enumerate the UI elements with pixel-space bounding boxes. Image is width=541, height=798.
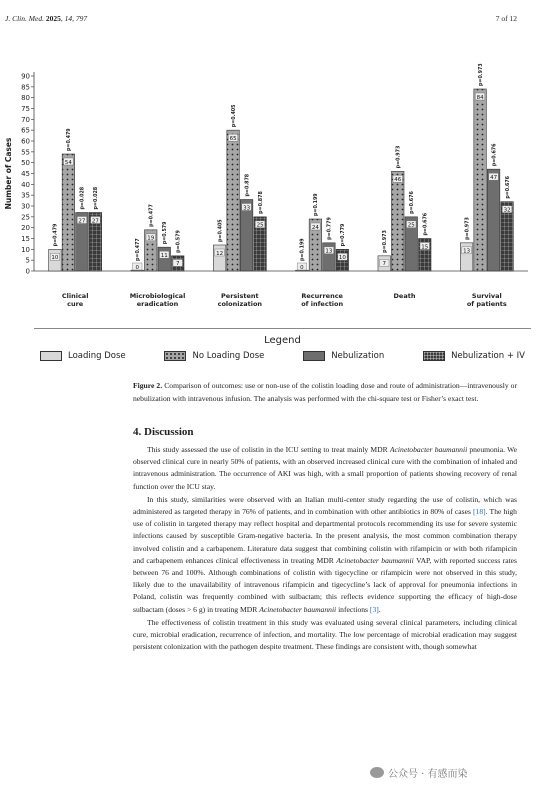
data-label: 0 bbox=[300, 264, 304, 271]
y-tick-label: 65 bbox=[21, 126, 30, 135]
p-value-label: p=0.405 bbox=[231, 104, 237, 128]
data-label: 7 bbox=[176, 261, 180, 268]
legend-title: Legend bbox=[264, 335, 301, 346]
y-tick-label: 25 bbox=[21, 213, 30, 222]
paragraph bbox=[133, 617, 517, 654]
x-tick-label: colonization bbox=[217, 300, 263, 308]
text-run: Acinetobacter baumannii bbox=[336, 555, 414, 565]
y-tick-label: 70 bbox=[21, 115, 30, 124]
x-tick-label: Microbiological bbox=[129, 292, 186, 300]
y-tick-label: 15 bbox=[21, 235, 30, 243]
text-run: infections bbox=[336, 604, 370, 614]
data-label: 25 bbox=[256, 222, 264, 229]
data-label: 65 bbox=[229, 135, 237, 142]
data-label: 27 bbox=[91, 218, 99, 225]
p-value-label: p=0.579 bbox=[162, 221, 168, 245]
x-tick-label: eradication bbox=[136, 300, 179, 308]
x-tick-label: Clinical bbox=[61, 292, 89, 300]
p-value-label: p=0.579 bbox=[176, 230, 182, 253]
x-tick-label: of patients bbox=[466, 300, 507, 308]
x-tick-label: of infection bbox=[301, 300, 344, 308]
data-label: 25 bbox=[407, 222, 415, 229]
data-label: 7 bbox=[382, 261, 386, 268]
data-label: 13 bbox=[325, 248, 333, 255]
text-run: . The high use of colistin in targeted therapy may reflect hospital and departmental protocols recommending its use for severe systemic infections caused by susceptible Gram-negative bacteria. In the present analysis, the most common combination therapy involved colistin and a carbapenem. Literature data suggest that combining colistin with rifampicin or with both rifampicin and carbapenem enhances clinical effectiveness in treating MDR bbox=[133, 507, 517, 565]
p-value-label: p=0.028 bbox=[94, 186, 100, 210]
p-value-label: p=0.405 bbox=[218, 219, 224, 242]
text-run: In this study, similarities were observed with an Italian multi-center study regarding the use of colistin, which was administered as targeted therapy in 76% of patients, and in combination with other antibiotics in 80% of cases bbox=[133, 494, 517, 517]
x-tick-label: Survival bbox=[471, 292, 502, 300]
p-value-label: p=0.676 bbox=[492, 143, 498, 167]
y-tick-label: 30 bbox=[21, 202, 30, 211]
y-tick-label: 80 bbox=[21, 94, 30, 103]
p-value-label: p=0.676 bbox=[505, 176, 511, 199]
text-run: Acinetobacter baumannii bbox=[259, 604, 337, 614]
y-tick-label: 0 bbox=[25, 267, 30, 276]
p-value-label: p=0.973 bbox=[465, 217, 471, 240]
bar-series bbox=[49, 63, 514, 271]
y-tick-label: 85 bbox=[21, 83, 30, 92]
data-label: 84 bbox=[476, 94, 484, 101]
wechat-icon bbox=[370, 767, 384, 778]
watermark: 公众号 · 有感而染 bbox=[370, 765, 468, 780]
p-value-label: p=0.973 bbox=[382, 230, 388, 253]
bar bbox=[487, 169, 500, 271]
p-value-label: p=0.676 bbox=[423, 212, 429, 236]
running-header-journal: J. Clin. Med. 2025, 14, 797 bbox=[5, 14, 88, 23]
data-label: 0 bbox=[135, 264, 139, 271]
y-tick-label: 90 bbox=[21, 72, 30, 81]
figure-caption: Figure 2. Comparison of outcomes: use or non-use of the colistin loading dose and route of administration—intravenously or nebulization with intravenous infusion. The analysis was performed with the chi-square test or Fisher’s exact test. bbox=[133, 381, 518, 403]
p-value-label: p=0.878 bbox=[258, 191, 264, 214]
y-tick-label: 5 bbox=[25, 256, 30, 265]
y-tick-label: 35 bbox=[21, 191, 30, 200]
x-axis-labels bbox=[62, 292, 507, 308]
x-tick-label: Persistent bbox=[221, 292, 259, 300]
bar bbox=[392, 171, 405, 271]
data-label: 12 bbox=[216, 250, 224, 257]
p-value-label: p=0.199 bbox=[300, 238, 306, 261]
outcomes-bar-chart bbox=[0, 62, 541, 324]
legend-swatch bbox=[303, 351, 325, 361]
data-label: 33 bbox=[243, 205, 251, 212]
text-run: . bbox=[378, 604, 381, 614]
legend bbox=[34, 328, 531, 365]
x-tick-label: Death bbox=[393, 292, 416, 300]
data-label: 15 bbox=[421, 244, 429, 251]
legend-item-loading-dose: Loading Dose bbox=[40, 351, 126, 361]
page-number: 7 of 12 bbox=[495, 14, 517, 23]
text-run: The effectiveness of colistin treatment in this study was evaluated using several clinical parameters, including clinical cure, microbial eradication, recurrence of infection, and mortality. The low percentage of microbial eradication may suggest persistent colonization with the pathogen despite treatment. These findings are consistent with, though somewhat bbox=[133, 617, 517, 652]
p-value-label: p=0.477 bbox=[149, 204, 155, 227]
y-tick-label: 50 bbox=[21, 159, 30, 168]
y-tick-label: 45 bbox=[21, 170, 30, 178]
x-tick-label: Recurrence bbox=[301, 292, 343, 300]
legend-swatch bbox=[164, 351, 186, 361]
data-label: 27 bbox=[78, 218, 86, 225]
legend-item-nebulization: Nebulization bbox=[303, 351, 384, 361]
y-axis-title: Number of Cases bbox=[4, 137, 13, 210]
citation-link[interactable]: [3] bbox=[369, 604, 379, 614]
bar bbox=[474, 89, 487, 271]
p-value-label: p=0.028 bbox=[80, 186, 86, 210]
p-value-label: p=0.779 bbox=[327, 217, 333, 240]
bar bbox=[62, 154, 75, 271]
y-tick-label: 60 bbox=[21, 137, 30, 146]
y-tick-label: 75 bbox=[21, 105, 30, 113]
paragraph bbox=[133, 494, 517, 616]
x-tick-label: cure bbox=[67, 300, 84, 308]
p-value-label: p=0.479 bbox=[53, 223, 59, 247]
bar bbox=[227, 130, 240, 271]
p-value-label: p=0.973 bbox=[396, 145, 402, 169]
p-value-label: p=0.479 bbox=[67, 128, 73, 151]
y-tick-label: 20 bbox=[21, 224, 30, 233]
section-title: 4. Discussion bbox=[133, 426, 194, 438]
legend-swatch bbox=[423, 351, 445, 361]
data-label: 24 bbox=[311, 224, 319, 231]
data-label: 11 bbox=[160, 252, 168, 259]
y-tick-label: 40 bbox=[21, 180, 30, 189]
legend-items bbox=[40, 351, 525, 361]
data-label: 47 bbox=[490, 174, 498, 181]
legend-swatch bbox=[40, 351, 62, 361]
text-run: This study assessed the use of colistin in the ICU setting to treat mainly MDR bbox=[147, 445, 390, 454]
p-value-label: p=0.973 bbox=[478, 63, 484, 86]
data-label: 10 bbox=[338, 255, 346, 262]
p-value-label: p=0.878 bbox=[245, 173, 251, 197]
paragraph bbox=[133, 444, 517, 493]
data-label: 32 bbox=[503, 207, 511, 214]
p-value-label: p=0.477 bbox=[135, 238, 141, 261]
text-run: pneumonia. We observed clinical cure in nearly 50% of patients, with an observed increased clinical cure with the combination of inhaled and intravenous administration. The occurrence of AKI was high, with a small proportion of patients showing recovery of renal function over the ICU stay. bbox=[133, 445, 517, 491]
p-value-label: p=0.676 bbox=[409, 191, 415, 214]
data-label: 19 bbox=[147, 235, 155, 242]
data-label: 46 bbox=[394, 177, 402, 184]
text-run: VAP, with reported success rates between 76 and 100%. Although combinations of colistin with tigecycline or rifampicin were not observed in this study, likely due to the unavailability of intravenous rifampicin and tigecycline’s lack of approval for pneumonia infections in Poland, colistin was frequently combined with sulbactam; this reflects evidence supporting the efficacy of high-dose sulbactam (doses > 6 g) in treating MDR bbox=[133, 555, 518, 614]
data-label: 10 bbox=[51, 255, 59, 262]
legend-item-nebulization-iv: Nebulization + IV bbox=[423, 351, 525, 361]
y-tick-label: 55 bbox=[21, 148, 30, 157]
data-label: 13 bbox=[463, 248, 471, 255]
data-label: 54 bbox=[64, 159, 72, 166]
legend-item-no-loading-dose: No Loading Dose bbox=[164, 351, 264, 361]
body-text bbox=[133, 444, 517, 654]
y-tick-label: 10 bbox=[21, 245, 30, 254]
bar bbox=[158, 247, 171, 271]
p-value-label: p=0.779 bbox=[341, 223, 347, 247]
p-value-label: p=0.199 bbox=[314, 193, 320, 216]
text-run: Acinetobacter baumannii bbox=[389, 445, 468, 454]
citation-link[interactable]: [18] bbox=[473, 507, 486, 517]
